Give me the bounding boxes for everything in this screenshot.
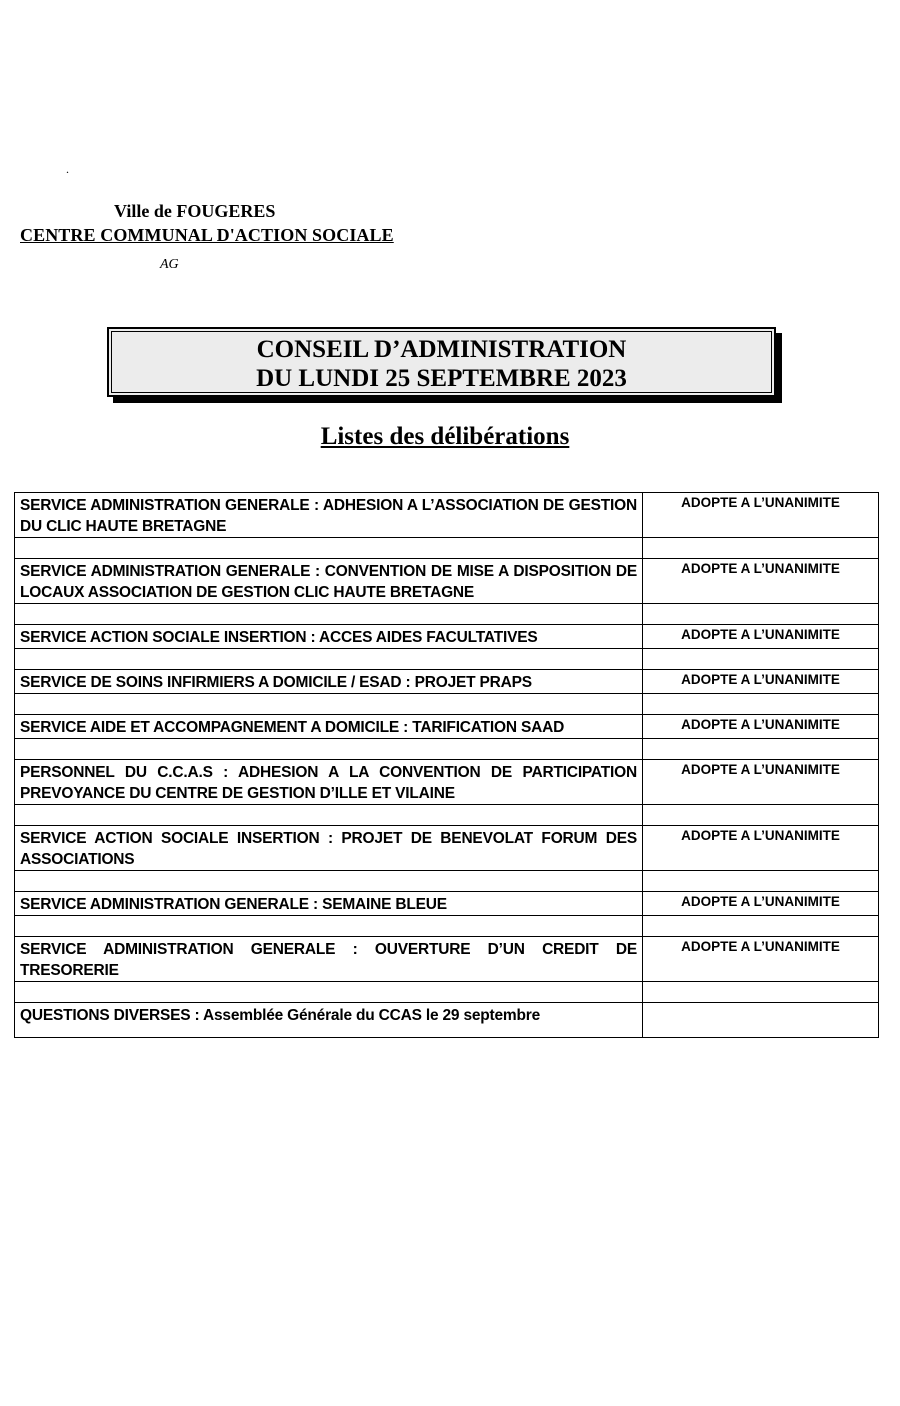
deliberation-subject: QUESTIONS DIVERSES : Assemblée Générale du CCAS le 29 septembre [15,1003,643,1038]
stray-dot: . [66,162,69,176]
table-row [15,1003,879,1038]
title-line-1: CONSEIL D’ADMINISTRATION [256,336,627,363]
table-row [15,493,879,538]
deliberation-subject: SERVICE ADMINISTRATION GENERALE : SEMAINE BLEUE [15,892,643,916]
table-spacer-row [15,538,879,559]
deliberation-subject: SERVICE ADMINISTRATION GENERALE : OUVERTURE D’UN CREDIT DE TRESORERIE [15,937,643,982]
deliberation-subject: SERVICE ACTION SOCIALE INSERTION : PROJET DE BENEVOLAT FORUM DES ASSOCIATIONS [15,826,643,871]
table-row [15,625,879,649]
organisation-name: CENTRE COMMUNAL D'ACTION SOCIALE [20,225,394,245]
deliberation-status [643,1003,879,1038]
table-row [15,892,879,916]
table-row [15,937,879,982]
deliberations-table [14,492,879,1038]
deliberation-status: ADOPTE A L’UNANIMITE [643,937,879,982]
deliberation-status: ADOPTE A L’UNANIMITE [643,493,879,538]
deliberation-status: ADOPTE A L’UNANIMITE [643,826,879,871]
deliberation-status: ADOPTE A L’UNANIMITE [643,625,879,649]
page-subtitle-text: Listes des délibérations [320,423,570,450]
table-spacer-row [15,916,879,937]
deliberation-status: ADOPTE A L’UNANIMITE [643,760,879,805]
title-box [107,327,776,397]
table-spacer-row [15,739,879,760]
page-subtitle [0,423,890,451]
table-row [15,760,879,805]
table-spacer-row [15,649,879,670]
city-name: Ville de FOUGERES [114,201,276,221]
table-spacer-row [15,871,879,892]
deliberation-status: ADOPTE A L’UNANIMITE [643,559,879,604]
deliberation-status: ADOPTE A L’UNANIMITE [643,670,879,694]
deliberation-status: ADOPTE A L’UNANIMITE [643,892,879,916]
deliberation-subject: SERVICE AIDE ET ACCOMPAGNEMENT A DOMICILE : TARIFICATION SAAD [15,715,643,739]
table-row [15,559,879,604]
deliberation-subject: SERVICE ADMINISTRATION GENERALE : ADHESION A L’ASSOCIATION DE GESTION DU CLIC HAUTE BRETAGNE [15,493,643,538]
table-spacer-row [15,694,879,715]
title-line-2: DU LUNDI 25 SEPTEMBRE 2023 [256,365,627,392]
table-spacer-row [15,982,879,1003]
deliberation-status: ADOPTE A L’UNANIMITE [643,715,879,739]
deliberation-subject: SERVICE ACTION SOCIALE INSERTION : ACCES AIDES FACULTATIVES [15,625,643,649]
deliberation-subject: SERVICE ADMINISTRATION GENERALE : CONVENTION DE MISE A DISPOSITION DE LOCAUX ASSOCIATION DE GESTION CLIC HAUTE BRETAGNE [15,559,643,604]
table-row [15,715,879,739]
table-spacer-row [15,805,879,826]
table-row [15,670,879,694]
table-spacer-row [15,604,879,625]
table-row [15,826,879,871]
deliberation-subject: PERSONNEL DU C.C.A.S : ADHESION A LA CONVENTION DE PARTICIPATION PREVOYANCE DU CENTRE DE GESTION D’ILLE ET VILAINE [15,760,643,805]
author-initials: AG [160,257,179,272]
deliberation-subject: SERVICE DE SOINS INFIRMIERS A DOMICILE / ESAD : PROJET PRAPS [15,670,643,694]
